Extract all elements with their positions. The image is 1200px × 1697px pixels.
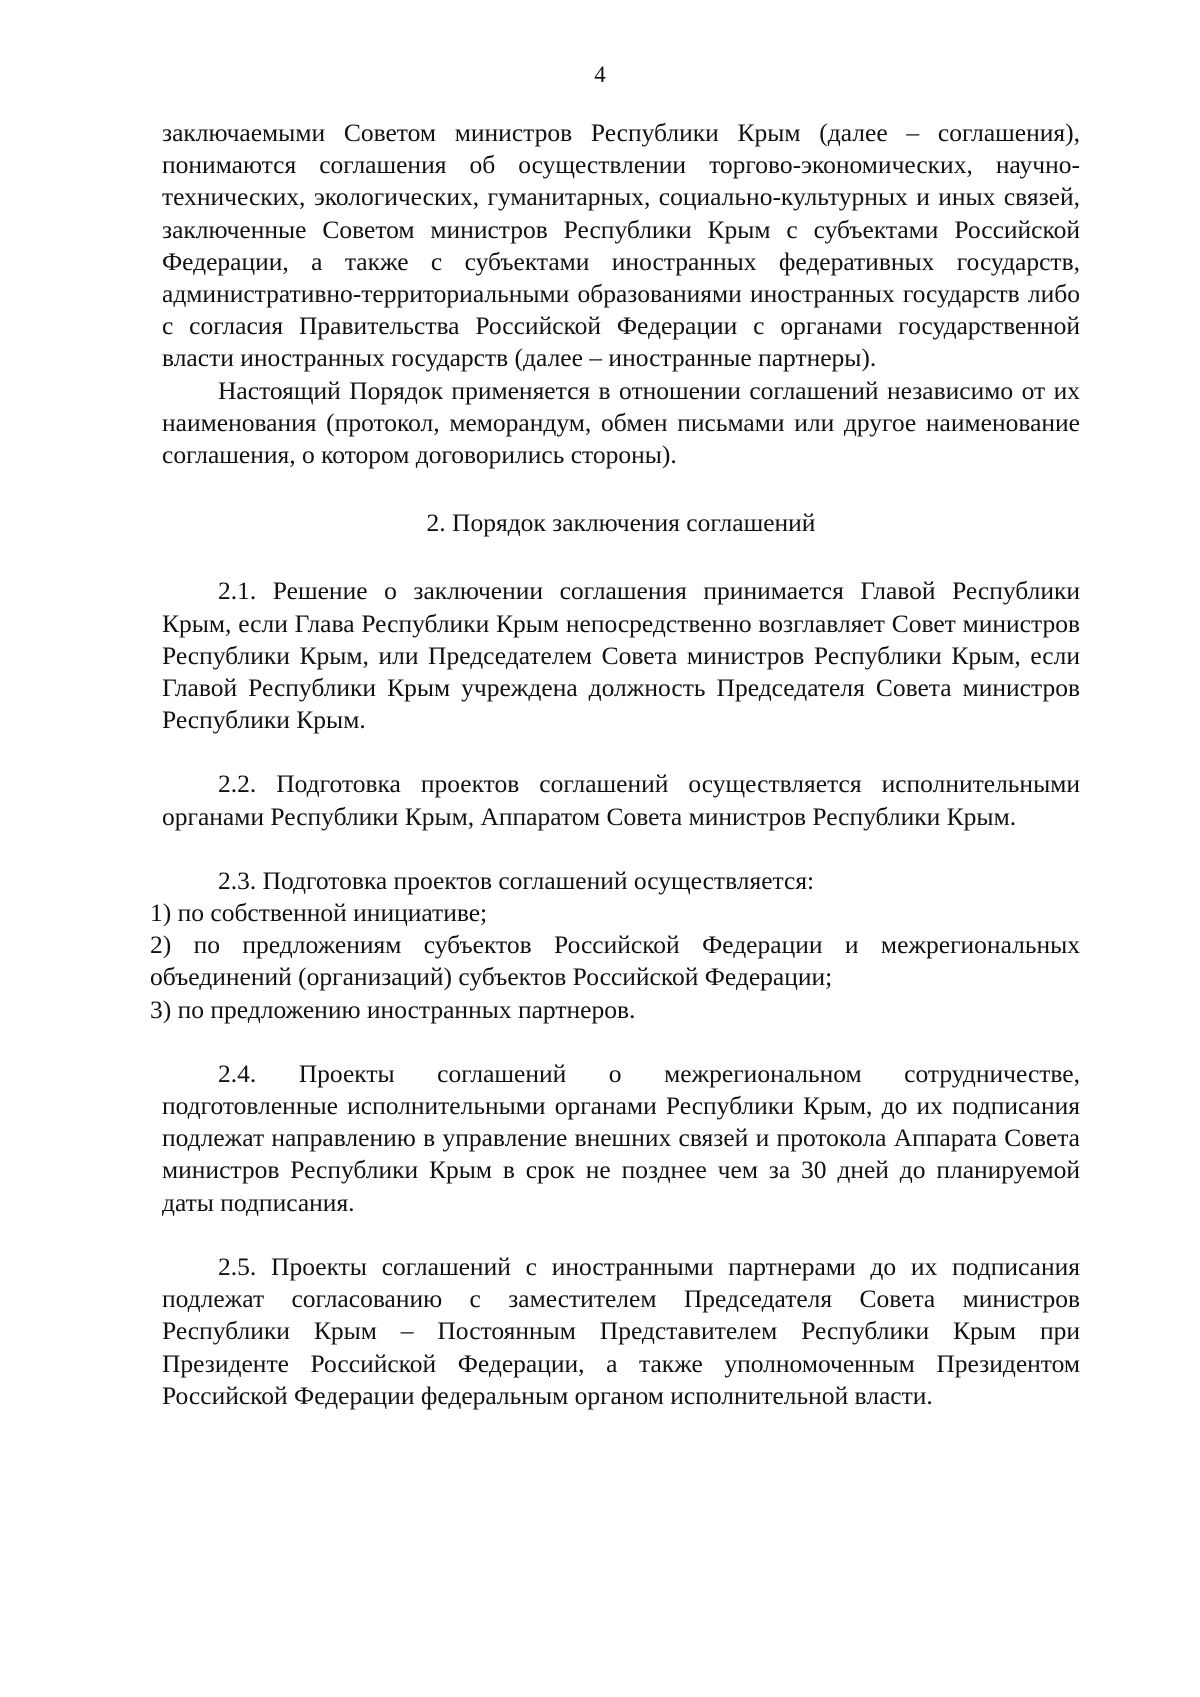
spacer <box>162 736 1080 768</box>
spacer <box>162 833 1080 865</box>
clause-2-2: 2.2. Подготовка проектов соглашений осуществляется исполнительными органами Республики Крым, Аппаратом Совета министров Республики Крым. <box>162 769 1080 831</box>
clause-2-3-item-2: 2) по предложениям субъектов Российской Федерации и межрегиональных объединений (организаций) субъектов Российской Федерации; <box>150 930 1080 992</box>
clause-2-3-lead: 2.3. Подготовка проектов соглашений осуществляется: <box>218 865 815 895</box>
spacer <box>162 539 1080 575</box>
spacer <box>162 1219 1080 1251</box>
section-heading: 2. Порядок заключения соглашений <box>426 508 816 538</box>
spacer <box>162 1026 1080 1058</box>
clause-2-4: 2.4. Проекты соглашений о межрегиональном сотрудничестве, подготовленные исполнительными органами Республики Крым, до их подписания подлежат направлению в управление внешних связей и протокола Аппарата Совета министров Республики Крым в срок не позднее чем за 30 дней до планируемой даты подписания. <box>162 1058 1080 1217</box>
clause-2-1: 2.1. Решение о заключении соглашения принимается Главой Республики Крым, если Глава Республики Крым непосредственно возглавляет Совет министров Республики Крым, или Председателем Совета министров Республики Крым, если Главой Республики Крым учреждена должность Председателя Совета министров Республики Крым. <box>162 576 1080 735</box>
clause-2-3-item-3: 3) по предложению иностранных партнеров. <box>150 994 636 1024</box>
document-body <box>150 117 1080 1412</box>
clause-2-5: 2.5. Проекты соглашений с иностранными партнерами до их подписания подлежат согласованию с заместителем Председателя Совета министров Республики Крым – Постоянным Представителем Республики Крым при Президенте Российской Федерации, а также уполномоченным Президентом Российской Федерации федеральным органом исполнительной власти. <box>162 1251 1080 1410</box>
intro-paragraph-scope: Настоящий Порядок применяется в отношении соглашений независимо от их наименования (протокол, меморандум, обмен письмами или другое наименование соглашения, о котором договорились стороны). <box>162 375 1080 470</box>
clause-2-3-item-1: 1) по собственной инициативе; <box>150 898 488 928</box>
intro-paragraph-definition: заключаемыми Советом министров Республики Крым (далее – соглашения), понимаются соглашения об осуществлении торгово-экономических, научно-технических, экологических, гуманитарных, социально-культурных и иных связей, заключенные Советом министров Республики Крым с субъектами Российской Федерации, а также с субъектами иностранных федеративных государств, административно-территориальными образованиями иностранных государств либо с согласия Правительства Российской Федерации с органами государственной власти иностранных государств (далее – иностранные партнеры). <box>162 118 1080 373</box>
page-number: 4 <box>594 62 606 87</box>
spacer <box>162 471 1080 507</box>
